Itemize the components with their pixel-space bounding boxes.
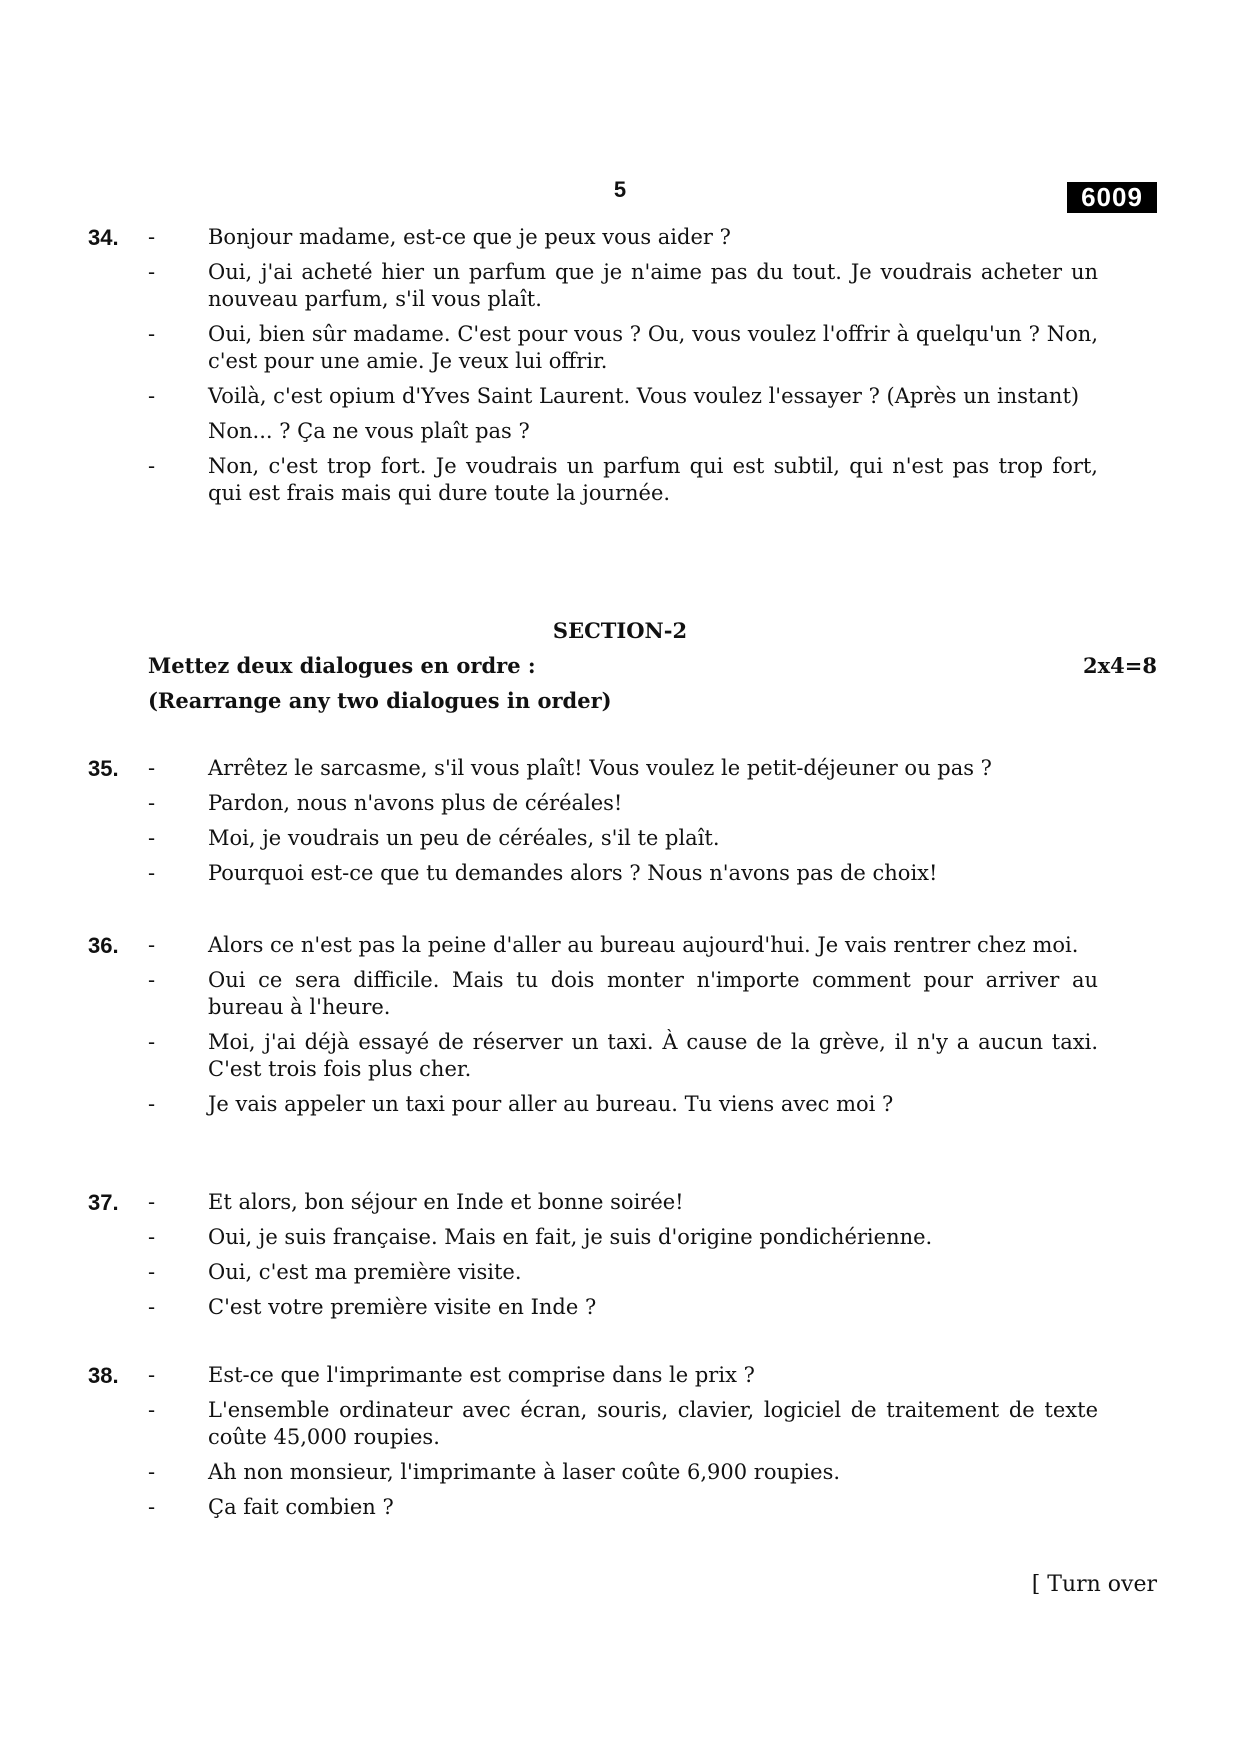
marks-allocation: 2x4=8 (1083, 653, 1157, 678)
dialogue-line (88, 1091, 1098, 1118)
dialogue-dash: - (148, 454, 156, 478)
page-number: 5 (613, 177, 627, 202)
dialogue-dash: - (148, 1260, 156, 1284)
dialogue-line (88, 932, 1098, 959)
dialogue-text: Non, c'est trop fort. Je voudrais un parfum qui est subtil, qui n'est pas trop fort, qui est frais mais qui dure toute la journée. (208, 454, 1098, 505)
question-number: 35. (88, 756, 119, 781)
turn-over-note: [ Turn over (1031, 1572, 1157, 1597)
dialogue-dash: - (148, 861, 156, 885)
dialogue-line (88, 1397, 1098, 1451)
question-37 (88, 1189, 1098, 1329)
dialogue-line (88, 790, 1098, 817)
dialogue-dash: - (148, 1190, 156, 1214)
dialogue-text: Et alors, bon séjour en Inde et bonne soirée! (208, 1190, 684, 1214)
dialogue-line (88, 321, 1098, 375)
dialogue-text: Oui, c'est ma première visite. (208, 1260, 522, 1284)
dialogue-dash: - (148, 791, 156, 815)
question-number: 36. (88, 933, 119, 958)
dialogue-line (88, 1259, 1098, 1286)
dialogue-text: Moi, j'ai déjà essayé de réserver un taxi. À cause de la grève, il n'y a aucun taxi. C'est trois fois plus cher. (208, 1030, 1098, 1081)
dialogue-dash: - (148, 1092, 156, 1116)
question-number: 34. (88, 225, 119, 250)
dialogue-dash: - (148, 826, 156, 850)
dialogue-line (88, 1224, 1098, 1251)
dialogue-line (88, 1494, 1098, 1521)
paper-code-badge: 6009 (1067, 182, 1157, 213)
dialogue-text: Oui, je suis française. Mais en fait, je suis d'origine pondichérienne. (208, 1225, 933, 1249)
dialogue-dash: - (148, 322, 156, 346)
dialogue-line (88, 1029, 1098, 1083)
instruction-english: (Rearrange any two dialogues in order) (148, 688, 612, 713)
dialogue-dash: - (148, 1225, 156, 1249)
dialogue-text: L'ensemble ordinateur avec écran, souris, clavier, logiciel de traitement de texte coûte 45,000 roupies. (208, 1398, 1098, 1449)
question-number: 38. (88, 1363, 119, 1388)
dialogue-line (88, 860, 1098, 887)
dialogue-dash: - (148, 1495, 156, 1519)
dialogue-text: Ah non monsieur, l'imprimante à laser coûte 6,900 roupies. (208, 1460, 841, 1484)
dialogue-text: Bonjour madame, est-ce que je peux vous aider ? (208, 225, 731, 249)
dialogue-line (88, 825, 1098, 852)
dialogue-dash: - (148, 1363, 156, 1387)
question-35 (88, 755, 1098, 895)
dialogue-dash: - (148, 756, 156, 780)
dialogue-dash: - (148, 1030, 156, 1054)
dialogue-text: Oui, j'ai acheté hier un parfum que je n'aime pas du tout. Je voudrais acheter un nouveau parfum, s'il vous plaît. (208, 260, 1098, 311)
instruction-french: Mettez deux dialogues en ordre : (148, 653, 536, 678)
dialogue-text: Voilà, c'est opium d'Yves Saint Laurent. Vous voulez l'essayer ? (Après un instant) (208, 384, 1080, 408)
question-number: 37. (88, 1190, 119, 1215)
dialogue-dash: - (148, 384, 156, 408)
question-36 (88, 932, 1098, 1126)
dialogue-line (88, 1459, 1098, 1486)
dialogue-line (88, 418, 1098, 445)
dialogue-dash: - (148, 933, 156, 957)
dialogue-text: Moi, je voudrais un peu de céréales, s'il te plaît. (208, 826, 720, 850)
dialogue-dash: - (148, 1460, 156, 1484)
dialogue-text: Oui ce sera difficile. Mais tu dois monter n'importe comment pour arriver au bureau à l'heure. (208, 968, 1098, 1019)
dialogue-line (88, 967, 1098, 1021)
dialogue-dash: - (148, 1295, 156, 1319)
dialogue-text: Pourquoi est-ce que tu demandes alors ? Nous n'avons pas de choix! (208, 861, 938, 885)
question-34 (88, 224, 1098, 515)
section-title: SECTION-2 (552, 618, 688, 643)
dialogue-line (88, 259, 1098, 313)
dialogue-line (88, 1294, 1098, 1321)
dialogue-dash: - (148, 968, 156, 992)
dialogue-text: Est-ce que l'imprimante est comprise dans le prix ? (208, 1363, 755, 1387)
dialogue-text: Arrêtez le sarcasme, s'il vous plaît! Vous voulez le petit-déjeuner ou pas ? (208, 756, 992, 780)
dialogue-text: Ça fait combien ? (208, 1495, 394, 1519)
question-38 (88, 1362, 1098, 1529)
dialogue-text: Pardon, nous n'avons plus de céréales! (208, 791, 623, 815)
dialogue-line (88, 755, 1098, 782)
dialogue-line (88, 1189, 1098, 1216)
dialogue-dash: - (148, 260, 156, 284)
dialogue-line (88, 224, 1098, 251)
dialogue-text: C'est votre première visite en Inde ? (208, 1295, 597, 1319)
dialogue-line (88, 453, 1098, 507)
dialogue-dash: - (148, 1398, 156, 1422)
dialogue-text: Oui, bien sûr madame. C'est pour vous ? Ou, vous voulez l'offrir à quelqu'un ? Non, c'est pour une amie. Je veux lui offrir. (208, 322, 1098, 373)
dialogue-line (88, 1362, 1098, 1389)
dialogue-dash: - (148, 225, 156, 249)
dialogue-text: Non... ? Ça ne vous plaît pas ? (208, 419, 530, 443)
dialogue-text: Je vais appeler un taxi pour aller au bureau. Tu viens avec moi ? (208, 1092, 894, 1116)
dialogue-text: Alors ce n'est pas la peine d'aller au bureau aujourd'hui. Je vais rentrer chez moi. (208, 933, 1079, 957)
dialogue-line (88, 383, 1098, 410)
